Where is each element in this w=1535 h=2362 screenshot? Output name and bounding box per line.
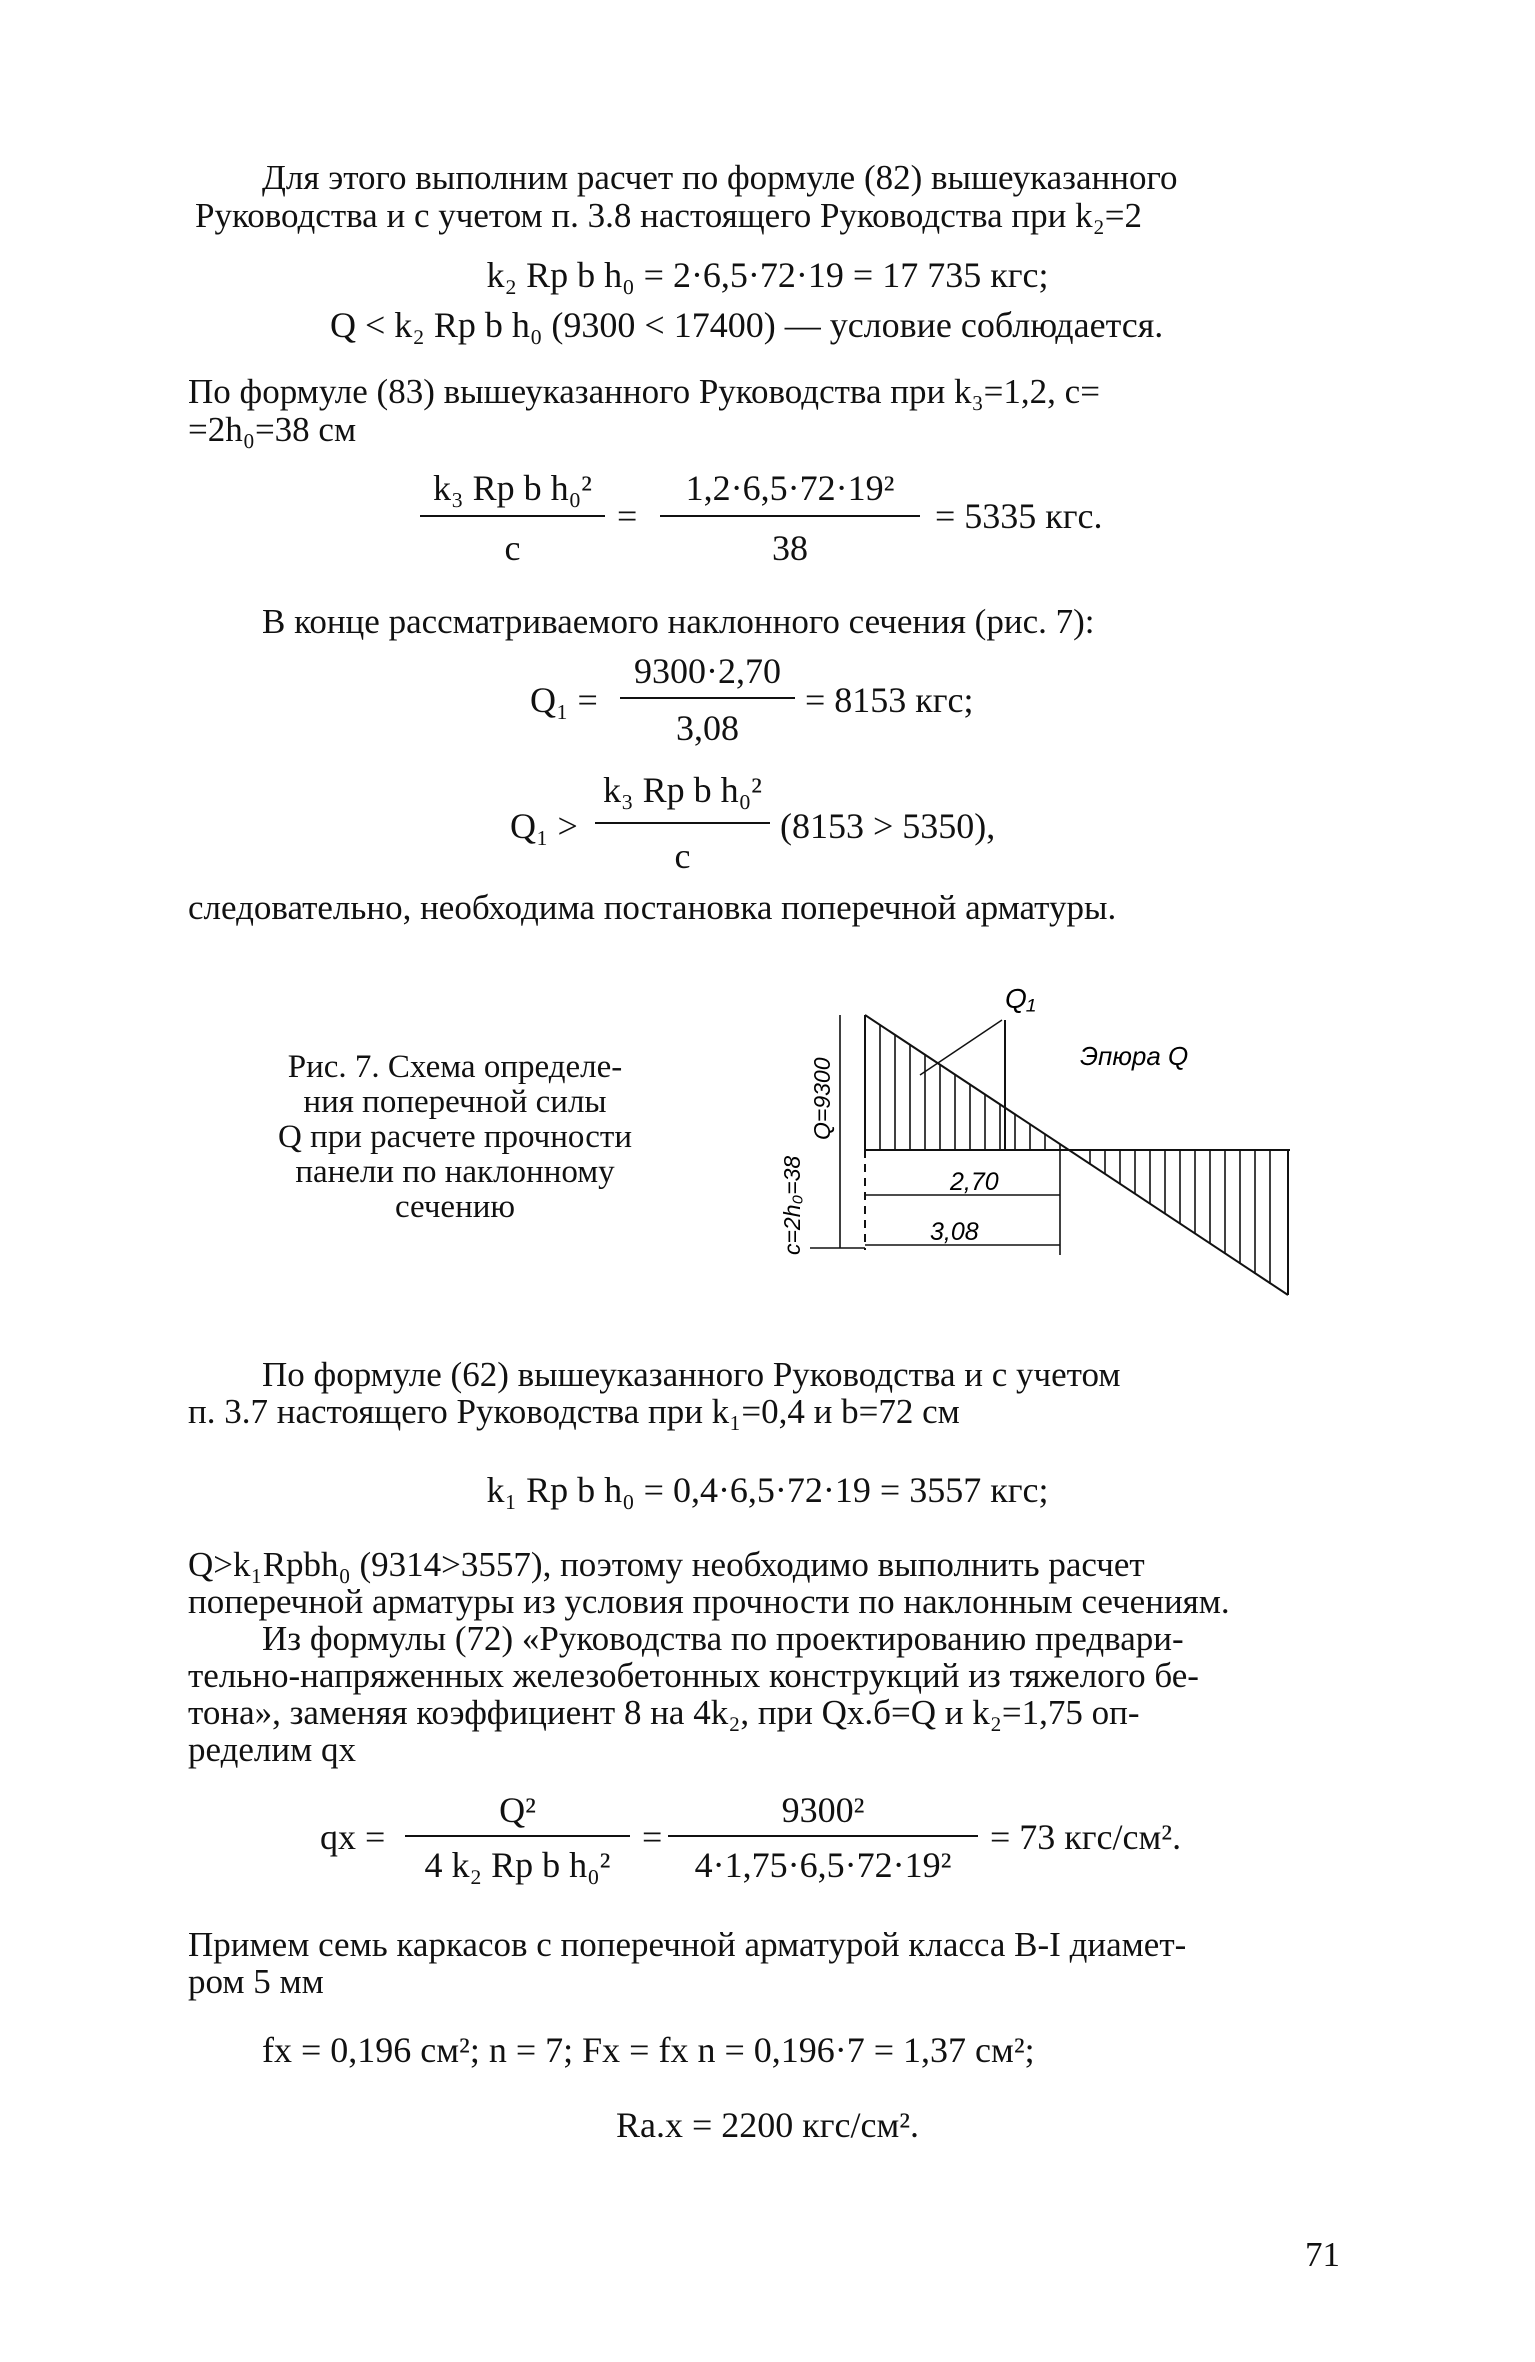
paragraph-1-line-1: Для этого выполним расчет по формуле (82) вышеуказанного: [262, 158, 1178, 197]
caption-line-1: Рис. 7. Схема определе-: [287, 1049, 623, 1085]
eq3-numerator-1: k₃ Rр b h₀²: [433, 468, 592, 508]
paragraph-7-line-2: ром 5 мм: [188, 1962, 324, 2001]
q1-leader: [920, 1020, 1002, 1075]
eq7-denominator-2: 4·1,75·6,5·72·19²: [694, 1845, 952, 1885]
equation-2: Q < k₂ Rр b h₀ (9300 < 17400) — условие соблюдается.: [330, 305, 1164, 345]
paragraph-2-line-1: По формуле (83) вышеуказанного Руководства при k₃=1,2, с=: [188, 372, 1100, 411]
equation-1: [0, 255, 1535, 295]
eq3-result: = 5335 кгс.: [935, 496, 1103, 536]
paragraph-6-line-4: тельно-напряженных железобетонных конструкций из тяжелого бе-: [188, 1656, 1199, 1695]
label-diagram: Эпюра Q: [1080, 1041, 1189, 1071]
paragraph-2-line-2: =2h₀=38 см: [188, 410, 357, 449]
hatch-negative: [1090, 1150, 1270, 1284]
eq4-lhs: Q₁ =: [530, 680, 598, 720]
eq7-denominator-1: 4 k₂ Rр b h₀²: [424, 1845, 611, 1885]
eq4-denominator: 3,08: [676, 708, 739, 748]
eq4-numerator: 9300·2,70: [634, 651, 781, 691]
paragraph-6-line-3: Из формулы (72) «Руководства по проектированию предвари-: [262, 1619, 1184, 1658]
paragraph-6-line-6: ределим qх: [188, 1730, 357, 1769]
label-308: 3,08: [930, 1218, 979, 1246]
paragraph-6-line-1: Q>k₁Rрbh₀ (9314>3557), поэтому необходимо выполнить расчет: [188, 1545, 1145, 1584]
equation-6: [0, 1470, 1535, 1510]
eq5-lhs: Q₁ >: [510, 806, 578, 846]
equation-1-text: k₂ Rр b h₀ = 2·6,5·72·19 = 17 735 кгс;: [486, 255, 1049, 295]
label-270: 2,70: [950, 1168, 999, 1196]
equation-9: [0, 2105, 1535, 2145]
caption-line-4: панели по наклонному: [295, 1154, 615, 1190]
eq3-denominator-1: c: [504, 528, 521, 568]
eq7-equals: =: [642, 1817, 663, 1857]
eq5-rhs: (8153 > 5350),: [780, 806, 996, 846]
label-vertical-q: Q=9300: [809, 1057, 835, 1140]
eq7-fraction-bar-2: [668, 1835, 978, 1837]
eq3-numerator-2: 1,2·6,5·72·19²: [685, 468, 895, 508]
paragraph-5-line-2: п. 3.7 настоящего Руководства при k₁=0,4 и b=72 см: [188, 1392, 960, 1431]
eq5-denominator: c: [674, 836, 691, 876]
eq5-numerator: k₃ Rр b h₀²: [603, 770, 762, 810]
eq3-equals: =: [617, 496, 638, 536]
eq5-fraction-bar: [595, 822, 770, 824]
page-number: 71: [1305, 2235, 1340, 2274]
paragraph-3: В конце рассматриваемого наклонного сечения (рис. 7):: [262, 602, 1095, 641]
eq7-numerator-1: Q²: [499, 1790, 536, 1830]
eq4-fraction-bar: [620, 697, 795, 699]
paragraph-1-line-2: Руководства и с учетом п. 3.8 настоящего Руководства при k₂=2: [195, 196, 1143, 235]
caption-line-2: ния поперечной силы: [303, 1084, 607, 1120]
eq4-rhs: = 8153 кгс;: [805, 680, 974, 720]
equation-9-text: Rа.х = 2200 кгс/см².: [615, 2105, 920, 2145]
eq7-fraction-bar-1: [405, 1835, 630, 1837]
caption-line-5: сечению: [394, 1189, 516, 1225]
paragraph-7-line-1: Примем семь каркасов с поперечной арматурой класса В-I диамет-: [188, 1925, 1187, 1964]
shear-force-diagram: [779, 983, 1320, 1310]
paragraph-6-line-2: поперечной арматуры из условия прочности по наклонным сечениям.: [188, 1582, 1230, 1621]
eq3-fraction-bar-2: [660, 515, 920, 517]
paragraph-5-line-1: По формуле (62) вышеуказанного Руководства и с учетом: [262, 1355, 1121, 1394]
eq3-fraction-bar-1: [420, 515, 605, 517]
label-q1: Q₁: [1005, 983, 1036, 1014]
equation-8: fх = 0,196 см²; n = 7; Fх = fх n = 0,196·7 = 1,37 см²;: [262, 2030, 1035, 2070]
equation-6-text: k₁ Rр b h₀ = 0,4·6,5·72·19 = 3557 кгс;: [486, 1470, 1049, 1510]
paragraph-6-line-5: тона», заменяя коэффициент 8 на 4k₂, при Qх.б=Q и k₂=1,75 оп-: [188, 1693, 1140, 1732]
paragraph-4: следовательно, необходима постановка поперечной арматуры.: [188, 888, 1117, 927]
eq7-lhs: qх =: [320, 1817, 386, 1857]
eq7-numerator-2: 9300²: [781, 1790, 865, 1830]
eq7-result: = 73 кгс/см².: [990, 1817, 1182, 1857]
label-vertical-c: c=2h₀=38: [779, 1155, 805, 1255]
eq3-denominator-2: 38: [772, 528, 808, 568]
caption-line-3: Q при расчете прочности: [278, 1119, 632, 1155]
